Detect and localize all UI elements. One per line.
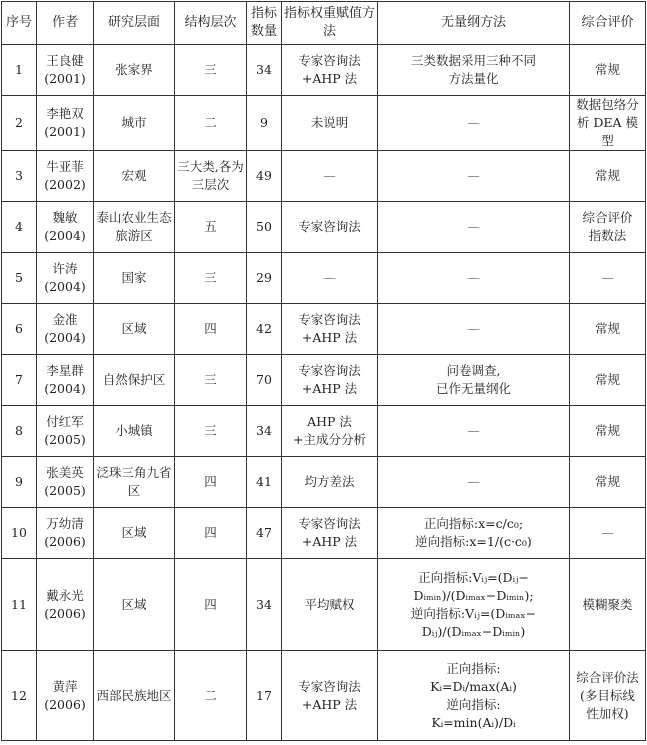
cell-weight — [282, 45, 378, 96]
cell-author — [37, 406, 94, 457]
cell-no: 6 — [2, 304, 37, 355]
table-row — [2, 355, 646, 406]
cell-author — [37, 559, 94, 651]
cell-no: 4 — [2, 202, 37, 253]
cell-normalize-line: — — [467, 270, 480, 285]
cell-weight-line: 平均赋权 — [304, 596, 355, 612]
indicator-study-table — [1, 1, 646, 741]
cell-weight-line: +AHP 法 — [301, 534, 358, 549]
cell-normalize-line: — — [467, 115, 480, 130]
cell-count: 34 — [247, 45, 282, 96]
header-level: 研究层面 — [94, 2, 175, 45]
cell-evaluation — [570, 253, 646, 304]
cell-structure: 四 — [175, 304, 247, 355]
cell-evaluation — [570, 457, 646, 508]
cell-normalize — [378, 304, 570, 355]
cell-weight — [282, 559, 378, 651]
cell-normalize — [378, 508, 570, 559]
cell-normalize-line: Kᵢ=Dᵢ/max(Aᵢ) — [430, 678, 517, 694]
cell-weight-line: — — [323, 168, 336, 183]
cell-count: 34 — [247, 559, 282, 651]
cell-level: 张家界 — [94, 45, 175, 96]
cell-structure: 三 — [175, 406, 247, 457]
table-row — [2, 96, 646, 151]
cell-evaluation — [570, 45, 646, 96]
cell-evaluation — [570, 406, 646, 457]
cell-weight-line: +主成分分析 — [293, 432, 366, 447]
cell-no: 3 — [2, 151, 37, 202]
cell-level: 西部民族地区 — [94, 651, 175, 741]
cell-weight — [282, 355, 378, 406]
cell-evaluation-line: 模糊聚类 — [582, 596, 633, 612]
cell-count: 70 — [247, 355, 282, 406]
cell-weight — [282, 202, 378, 253]
cell-evaluation — [570, 96, 646, 151]
cell-evaluation — [570, 151, 646, 202]
cell-normalize — [378, 96, 570, 151]
cell-author — [37, 202, 94, 253]
cell-no: 1 — [2, 45, 37, 96]
cell-normalize — [378, 355, 570, 406]
header-evaluation: 综合评价 — [570, 2, 646, 45]
cell-no: 2 — [2, 96, 37, 151]
cell-weight-line: 均方差法 — [304, 474, 355, 489]
cell-evaluation — [570, 508, 646, 559]
cell-normalize-line: 逆向指标: — [446, 696, 501, 712]
cell-weight-line: 专家咨询法 — [298, 363, 361, 378]
cell-normalize-line: — — [467, 219, 480, 234]
author-year: (2006) — [44, 534, 86, 549]
cell-level: 小城镇 — [94, 406, 175, 457]
cell-weight-line: +AHP 法 — [301, 381, 358, 396]
table-row — [2, 304, 646, 355]
cell-normalize-line: 已作无量纲化 — [435, 381, 511, 396]
cell-normalize-line: — — [467, 423, 480, 438]
cell-weight-line: +AHP 法 — [301, 696, 358, 712]
cell-structure: 二 — [175, 96, 247, 151]
cell-normalize-line: 正向指标: — [446, 660, 501, 676]
cell-no: 12 — [2, 651, 37, 741]
cell-weight-line: — — [323, 270, 336, 285]
author-name: 张美英 — [46, 465, 84, 480]
cell-level: 区域 — [94, 304, 175, 355]
author-year: (2002) — [44, 177, 86, 192]
author-name: 魏敏 — [52, 210, 78, 225]
author-year: (2005) — [44, 432, 86, 447]
cell-evaluation — [570, 559, 646, 651]
cell-evaluation-line: 综合评价法 — [576, 669, 639, 685]
cell-weight-line: +AHP 法 — [301, 330, 358, 345]
author-name: 戴永光 — [46, 587, 84, 603]
cell-evaluation-line: (多目标线 — [580, 687, 635, 703]
author-name: 李艳双 — [46, 106, 84, 121]
cell-evaluation-line: 数据包络分 — [576, 97, 639, 112]
author-year: (2006) — [44, 696, 86, 712]
cell-evaluation — [570, 355, 646, 406]
cell-normalize-line: Dᵢₘᵢₙ)/(Dᵢₘₐₓ−Dᵢₘᵢₙ); — [413, 587, 534, 603]
cell-weight-line: 专家咨询法 — [298, 219, 361, 234]
cell-count: 42 — [247, 304, 282, 355]
cell-author — [37, 355, 94, 406]
cell-author — [37, 651, 94, 741]
cell-weight-line: 专家咨询法 — [298, 312, 361, 327]
table-row — [2, 651, 646, 741]
header-count: 指标数量 — [247, 2, 282, 45]
cell-author — [37, 508, 94, 559]
header-row — [2, 2, 646, 45]
cell-weight-line: 未说明 — [310, 115, 349, 130]
cell-no: 5 — [2, 253, 37, 304]
cell-count: 29 — [247, 253, 282, 304]
cell-structure: 四 — [175, 559, 247, 651]
author-year: (2006) — [44, 605, 86, 621]
cell-count: 47 — [247, 508, 282, 559]
cell-level: 区域 — [94, 508, 175, 559]
author-name: 李星群 — [46, 363, 84, 378]
author-name: 金准 — [52, 312, 78, 327]
cell-normalize-line: — — [467, 321, 480, 336]
cell-structure: 三 — [175, 45, 247, 96]
cell-count: 9 — [247, 96, 282, 151]
cell-evaluation-line: 常规 — [594, 423, 620, 438]
cell-evaluation-line: 综合评价 — [582, 210, 633, 225]
cell-structure: 三 — [175, 253, 247, 304]
cell-level: 泰山农业生态旅游区 — [94, 202, 175, 253]
cell-weight-line: +AHP 法 — [301, 71, 358, 86]
cell-structure: 四 — [175, 457, 247, 508]
header-structure: 结构层次 — [175, 2, 247, 45]
header-weight: 指标权重赋值方法 — [282, 2, 378, 45]
header-author: 作者 — [37, 2, 94, 45]
cell-structure: 三大类,各为三层次 — [175, 151, 247, 202]
cell-author — [37, 457, 94, 508]
cell-weight — [282, 253, 378, 304]
cell-normalize-line: 逆向指标:Vᵢⱼ=(Dᵢₘₐₓ− — [410, 605, 537, 621]
cell-evaluation — [570, 651, 646, 741]
cell-author — [37, 304, 94, 355]
cell-structure: 三 — [175, 355, 247, 406]
cell-weight-line: AHP 法 — [307, 414, 352, 429]
author-year: (2004) — [44, 381, 86, 396]
author-year: (2004) — [44, 279, 86, 294]
cell-level: 泛珠三角九省区 — [94, 457, 175, 508]
table-row — [2, 559, 646, 651]
cell-author — [37, 45, 94, 96]
cell-normalize-line: 正向指标:Vᵢⱼ=(Dᵢⱼ− — [418, 569, 529, 585]
cell-weight — [282, 304, 378, 355]
author-year: (2005) — [44, 483, 86, 498]
cell-count: 49 — [247, 151, 282, 202]
table-row — [2, 45, 646, 96]
cell-level: 区域 — [94, 559, 175, 651]
cell-evaluation-line: — — [601, 525, 614, 540]
cell-weight — [282, 457, 378, 508]
cell-weight-line: 专家咨询法 — [298, 678, 361, 694]
cell-count: 50 — [247, 202, 282, 253]
table-row — [2, 508, 646, 559]
author-year: (2004) — [44, 330, 86, 345]
cell-evaluation — [570, 202, 646, 253]
cell-no: 8 — [2, 406, 37, 457]
header-normalize: 无量纲方法 — [378, 2, 570, 45]
cell-weight — [282, 96, 378, 151]
cell-count: 17 — [247, 651, 282, 741]
cell-author — [37, 151, 94, 202]
cell-weight — [282, 151, 378, 202]
author-name: 王良健 — [46, 53, 84, 68]
cell-structure: 二 — [175, 651, 247, 741]
cell-evaluation-line: — — [601, 270, 614, 285]
cell-normalize — [378, 651, 570, 741]
cell-weight — [282, 508, 378, 559]
cell-level: 宏观 — [94, 151, 175, 202]
cell-normalize-line: 正向指标:x=c/c₀; — [423, 516, 524, 531]
table-row — [2, 406, 646, 457]
cell-normalize — [378, 457, 570, 508]
cell-weight-line: 专家咨询法 — [298, 53, 361, 68]
cell-evaluation-line: 常规 — [594, 372, 620, 387]
cell-weight-line: 专家咨询法 — [298, 516, 361, 531]
cell-count: 41 — [247, 457, 282, 508]
author-name: 许涛 — [52, 261, 78, 276]
cell-count: 34 — [247, 406, 282, 457]
cell-normalize — [378, 559, 570, 651]
author-year: (2001) — [44, 124, 86, 139]
cell-structure: 四 — [175, 508, 247, 559]
cell-evaluation — [570, 304, 646, 355]
cell-normalize-line: 问卷调查, — [446, 363, 501, 378]
author-year: (2004) — [44, 228, 86, 243]
cell-normalize — [378, 406, 570, 457]
cell-normalize — [378, 202, 570, 253]
cell-weight — [282, 406, 378, 457]
cell-normalize-line: — — [467, 168, 480, 183]
cell-normalize-line: 方法量化 — [448, 71, 499, 86]
table-row — [2, 202, 646, 253]
cell-level: 自然保护区 — [94, 355, 175, 406]
author-name: 黄萍 — [52, 678, 78, 694]
cell-no: 7 — [2, 355, 37, 406]
cell-evaluation-line: 析 DEA 模型 — [576, 115, 639, 148]
cell-normalize — [378, 253, 570, 304]
cell-normalize-line: 三类数据采用三种不同 — [410, 53, 536, 68]
author-name: 付红军 — [46, 414, 84, 429]
cell-level: 国家 — [94, 253, 175, 304]
cell-evaluation-line: 常规 — [594, 321, 620, 336]
cell-normalize-line: Dᵢⱼ)/(Dᵢₘₐₓ−Dᵢₘᵢₙ) — [421, 623, 526, 639]
author-name: 万幼清 — [46, 516, 84, 531]
cell-no: 11 — [2, 559, 37, 651]
cell-evaluation-line: 性加权) — [586, 705, 629, 721]
cell-normalize — [378, 45, 570, 96]
cell-evaluation-line: 常规 — [594, 168, 620, 183]
author-year: (2001) — [44, 71, 86, 86]
cell-normalize-line: Kᵢ=min(Aᵢ)/Dᵢ — [431, 714, 516, 730]
cell-evaluation-line: 常规 — [594, 62, 620, 77]
cell-author — [37, 96, 94, 151]
cell-evaluation-line: 常规 — [594, 474, 620, 489]
cell-no: 9 — [2, 457, 37, 508]
cell-normalize-line: 逆向指标:x=1/(c·c₀) — [415, 534, 532, 549]
cell-normalize-line: — — [467, 474, 480, 489]
cell-no: 10 — [2, 508, 37, 559]
table-row — [2, 151, 646, 202]
cell-structure: 五 — [175, 202, 247, 253]
table-row — [2, 457, 646, 508]
header-no: 序号 — [2, 2, 37, 45]
table-row — [2, 253, 646, 304]
cell-weight — [282, 651, 378, 741]
cell-evaluation-line: 指数法 — [588, 228, 627, 243]
author-name: 牛亚菲 — [46, 159, 84, 174]
cell-level: 城市 — [94, 96, 175, 151]
cell-author — [37, 253, 94, 304]
cell-normalize — [378, 151, 570, 202]
